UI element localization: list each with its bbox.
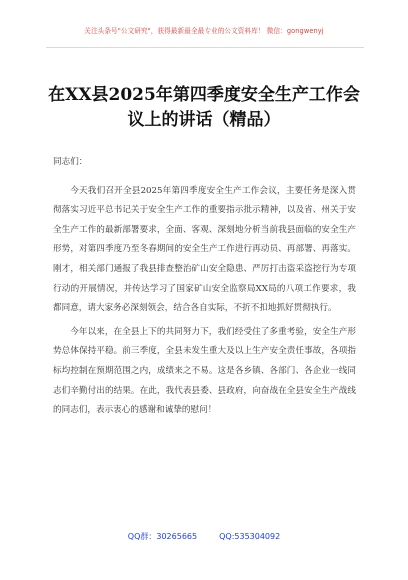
footer-qq-group[interactable]: QQ群：30265665: [127, 532, 198, 541]
header-divider: [46, 47, 364, 48]
document-title: [40, 83, 368, 133]
body-paragraph-2: 今年以来，在全县上下的共同努力下，我们经受住了多重考验，安全生产形势总体保持平稳。前三季度，全县未发生重大及以上生产安全责任事故，各项指标均控制在预期范围之内，成绩来之不易。这是各乡镇、各部门、各企业一线同志们辛勤付出的结果。在此，我代表县委、县政府，向奋战在全县安全生产战线的同志们，表示衷心的感谢和诚挚的慰问！: [53, 326, 356, 416]
header-promo-note: 关注头条号"公文研究"，获得最新最全最专业的公文资料库！ 微信：gongwenyj: [84, 27, 324, 35]
document-title-line-2: 议上的讲话（精品）: [127, 110, 281, 130]
document-title-line-1: 在XX县2025年第四季度安全生产工作会: [48, 85, 360, 105]
footer-contact: [0, 531, 408, 542]
salutation: 同志们：: [53, 157, 88, 167]
footer-qq[interactable]: QQ:535304092: [219, 532, 281, 541]
body-paragraph-1: 今天我们召开全县2025年第四季度安全生产工作会议，主要任务是深入贯彻落实习近平总书记关于安全生产工作的重要指示批示精神，以及省、州关于安全生产工作的最新部署要求，全面、客观、深刻地分析当前我县面临的安全生产形势，对第四季度乃至冬春期间的安全生产工作进行再动员、再部署、再落实。刚才，相关部门通报了我县排查整治矿山安全隐患、严厉打击盗采盗挖行为专项行动的开展情况，并传达学习了国家矿山安全监察局XX局的八项工作要求，我都同意，请大家务必深刻领会，结合各自实际，不折不扣地抓好贯彻执行。: [53, 185, 356, 314]
document-body: [53, 153, 356, 425]
